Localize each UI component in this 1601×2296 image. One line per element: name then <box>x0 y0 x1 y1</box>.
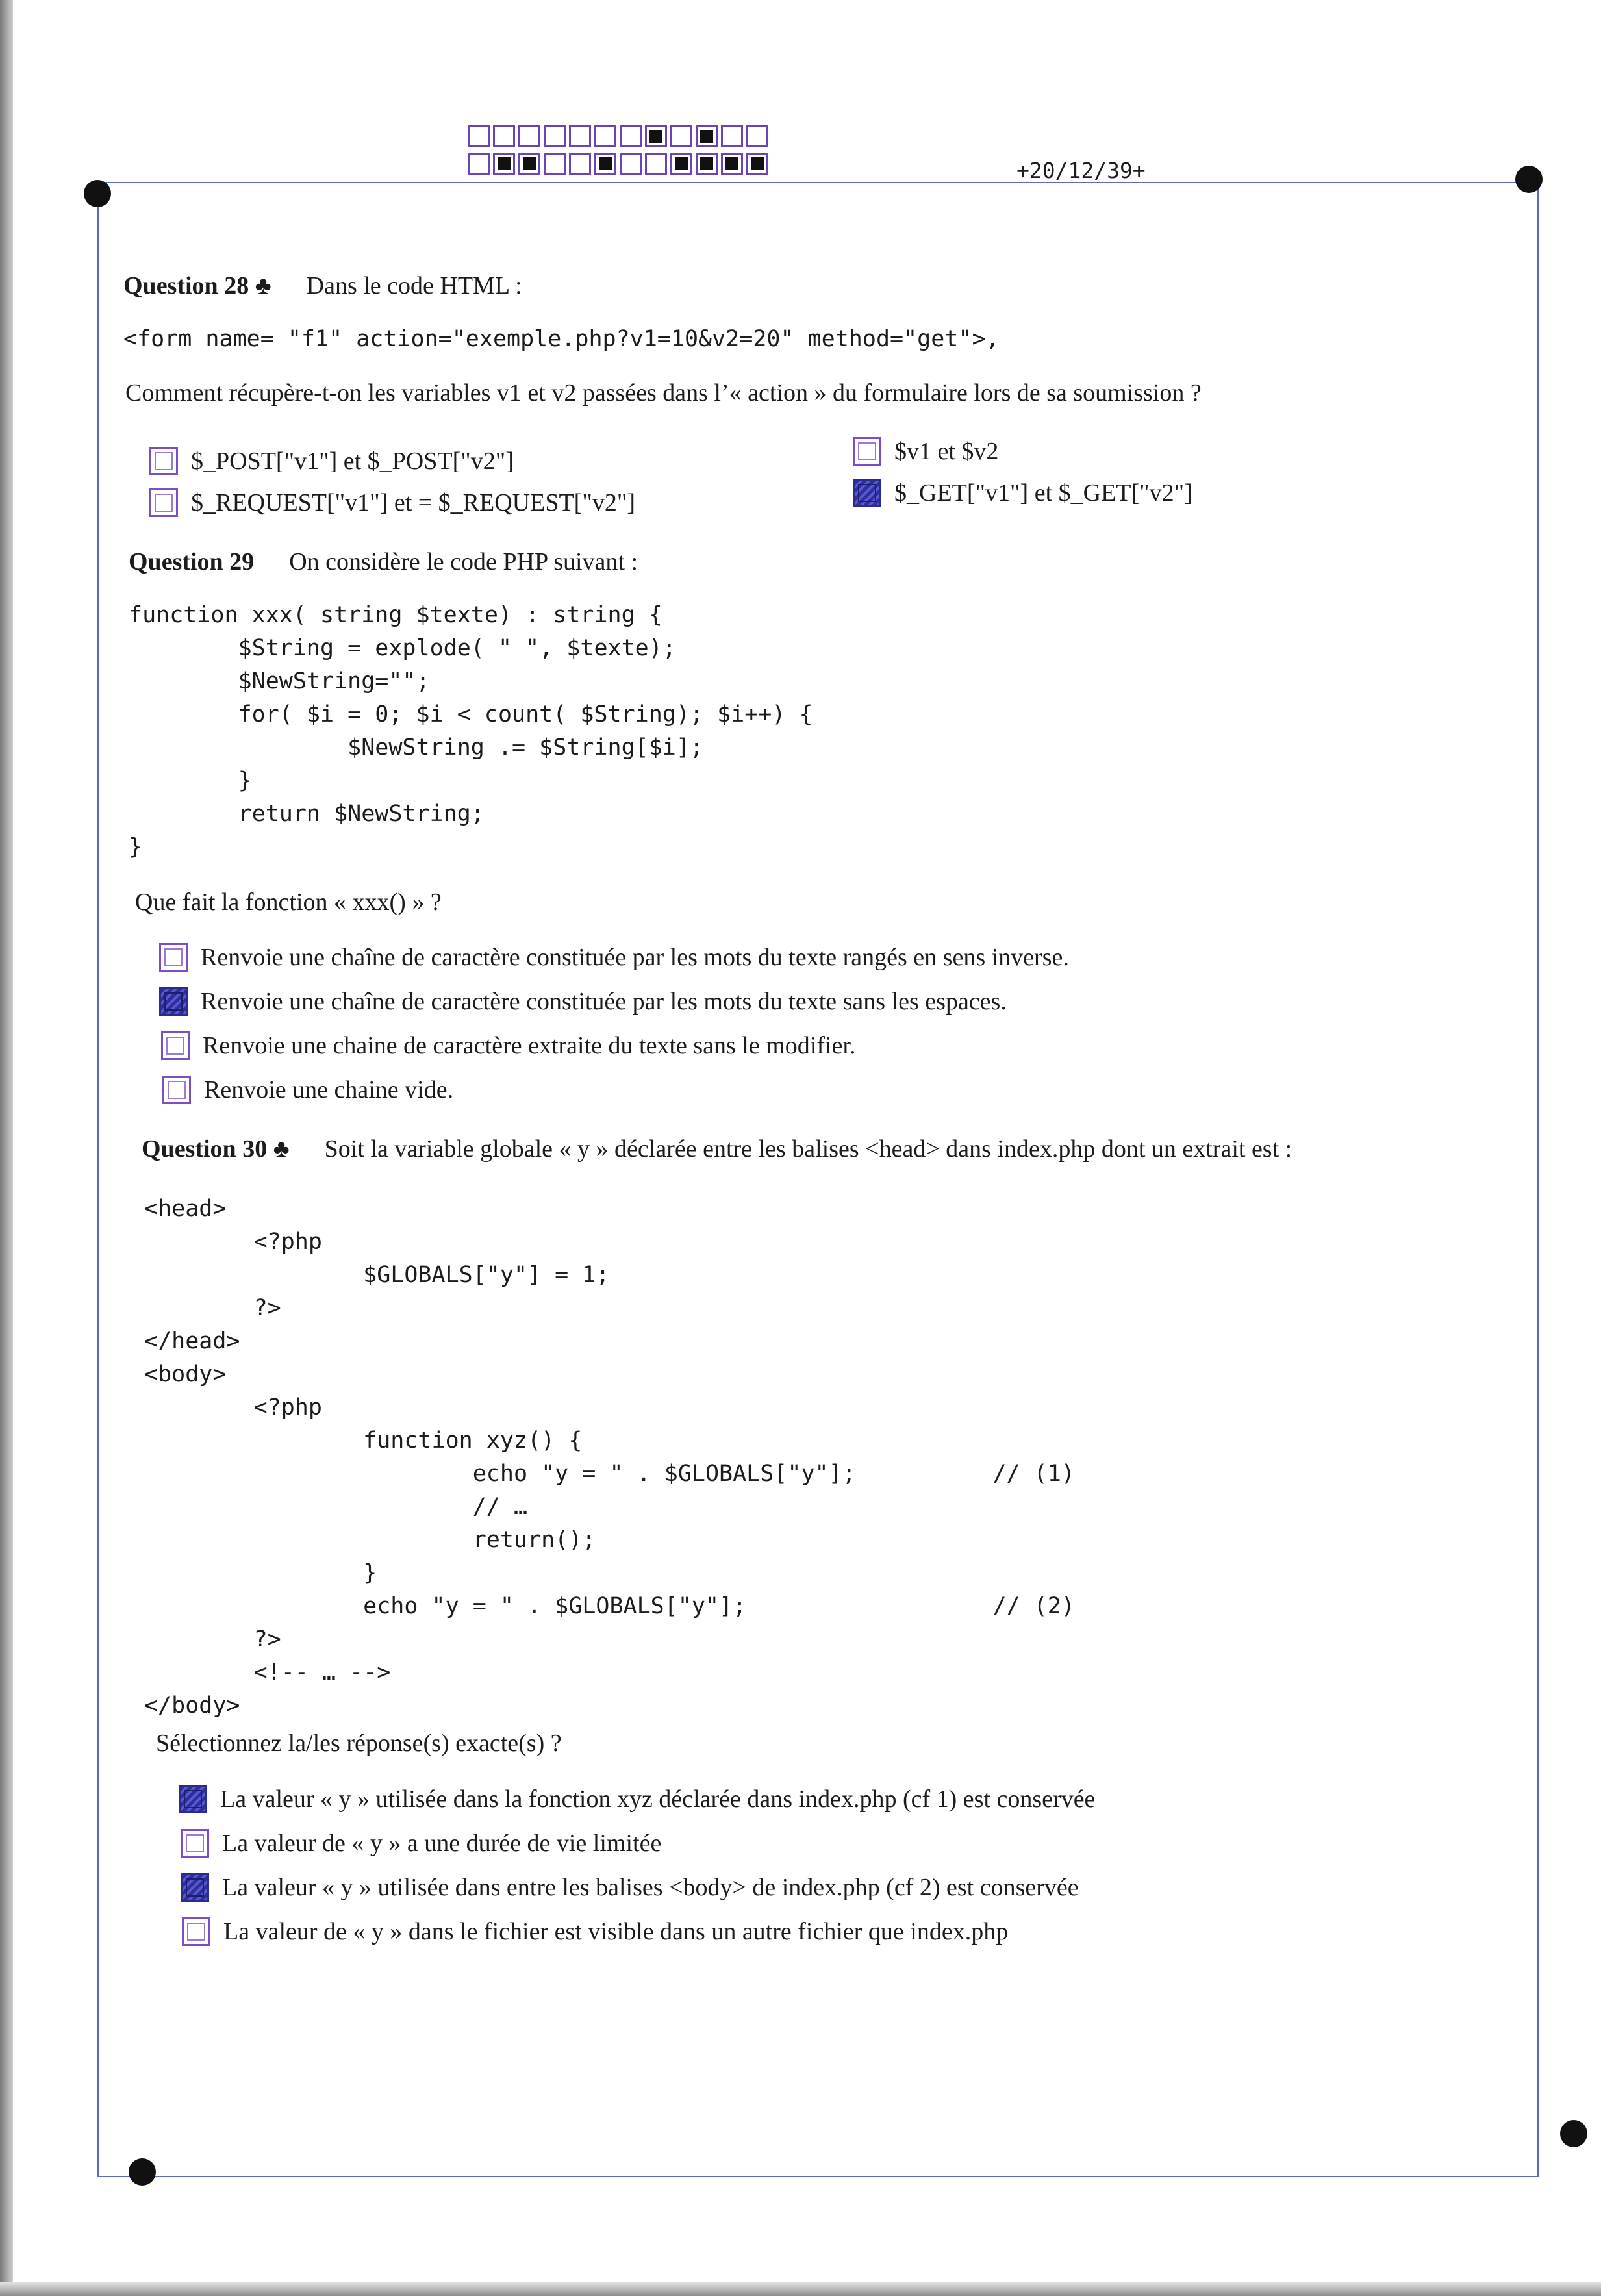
checkbox[interactable] <box>853 437 881 466</box>
answer-option[interactable] <box>162 1076 453 1104</box>
checkbox[interactable] <box>149 488 178 517</box>
club-icon: ♣ <box>273 1135 290 1163</box>
answer-label: La valeur « y » utilisée dans entre les balises <body> de index.php (cf 2) est conservée <box>222 1874 1079 1901</box>
checkbox-checked[interactable] <box>853 479 881 507</box>
checkbox-checked[interactable] <box>181 1873 209 1902</box>
answer-option[interactable] <box>179 1785 1095 1813</box>
answer-label: $_POST["v1"] et $_POST["v2"] <box>191 448 514 475</box>
answer-option[interactable] <box>149 488 635 517</box>
question-title: Question 28 ♣ <box>123 272 271 299</box>
question-30-prompt: Sélectionnez la/les réponse(s) exacte(s) ? <box>156 1730 562 1757</box>
answer-label: Renvoie une chaine vide. <box>204 1076 454 1104</box>
answer-option[interactable] <box>181 1873 1079 1902</box>
corner-marker-top-right <box>1515 166 1543 193</box>
question-30-header <box>142 1135 1292 1163</box>
checkbox[interactable] <box>149 447 178 475</box>
question-title: Question 29 <box>129 548 255 575</box>
checkbox-checked[interactable] <box>159 987 188 1016</box>
question-29-code: function xxx( string $texte) : string { $String = explode( " ", $texte); $NewString=""; for( $i = 0; $i < count( $String); $i++) { $NewString .= $String[$i]; } return $NewString; } <box>129 602 813 860</box>
checkbox[interactable] <box>181 1829 209 1858</box>
corner-marker-bottom-left <box>129 2158 156 2186</box>
question-title: Question 30 ♣ <box>142 1135 290 1163</box>
checkbox[interactable] <box>161 1031 190 1060</box>
corner-marker-top-left <box>84 180 111 207</box>
page-identifier: +20/12/39+ <box>1016 158 1146 183</box>
answer-option[interactable] <box>853 479 1192 507</box>
checkbox[interactable] <box>159 943 188 972</box>
answer-label: Renvoie une chaine de caractère extraite du texte sans le modifier. <box>203 1032 856 1059</box>
checkbox[interactable] <box>182 1917 210 1946</box>
question-intro: Dans le code HTML : <box>306 272 522 299</box>
question-29-header <box>129 548 638 576</box>
answer-label: La valeur « y » utilisée dans la fonction xyz déclarée dans index.php (cf 1) est conservée <box>220 1785 1096 1813</box>
answer-option[interactable] <box>853 437 998 466</box>
question-28-prompt: Comment récupère-t-on les variables v1 et v2 passées dans l’« action » du formulaire lors de sa soumission ? <box>125 379 1202 407</box>
question-intro: On considère le code PHP suivant : <box>289 548 638 575</box>
answer-option[interactable] <box>159 987 1007 1016</box>
corner-marker-bottom-right <box>1560 2120 1587 2147</box>
answer-label: $v1 et $v2 <box>894 438 999 465</box>
barcode-row <box>468 125 772 147</box>
checkbox[interactable] <box>162 1076 191 1104</box>
answer-label: Renvoie une chaîne de caractère constituée par les mots du texte rangés en sens inverse. <box>201 944 1069 971</box>
question-28-code: <form name= "f1" action="exemple.php?v1=10&v2=20" method="get">, <box>123 326 1000 352</box>
answer-option[interactable] <box>181 1829 661 1858</box>
question-30-code: <head> <?php $GLOBALS["y"] = 1; ?> </head> <body> <?php function xyz() { echo "y = " . $GLOBALS["y"]; // (1) // … return(); } echo "y = " . $GLOBALS["y"]; // (2) ?> <!-- … --> </body> <box>144 1196 1075 1719</box>
checkbox-checked[interactable] <box>179 1785 207 1813</box>
answer-label: $_GET["v1"] et $_GET["v2"] <box>894 479 1192 507</box>
answer-label: Renvoie une chaîne de caractère constituée par les mots du texte sans les espaces. <box>201 988 1007 1015</box>
page-barcode <box>468 125 772 175</box>
answer-option[interactable] <box>182 1917 1008 1946</box>
question-intro: Soit la variable globale « y » déclarée entre les balises <head> dans index.php dont un extrait est : <box>324 1135 1292 1163</box>
question-28-header <box>123 271 522 300</box>
answer-option[interactable] <box>149 447 514 475</box>
scan-edge-bottom <box>0 2282 1601 2296</box>
answer-label: La valeur de « y » dans le fichier est visible dans un autre fichier que index.php <box>223 1918 1009 1945</box>
answer-option[interactable] <box>161 1031 855 1060</box>
answer-label: $_REQUEST["v1"] et = $_REQUEST["v2"] <box>191 489 636 516</box>
barcode-row <box>468 153 772 175</box>
answer-option[interactable] <box>159 943 1069 972</box>
question-29-prompt: Que fait la fonction « xxx() » ? <box>135 889 442 916</box>
answer-label: La valeur de « y » a une durée de vie limitée <box>222 1830 662 1857</box>
scan-edge-left <box>0 0 13 2296</box>
club-icon: ♣ <box>255 272 271 299</box>
